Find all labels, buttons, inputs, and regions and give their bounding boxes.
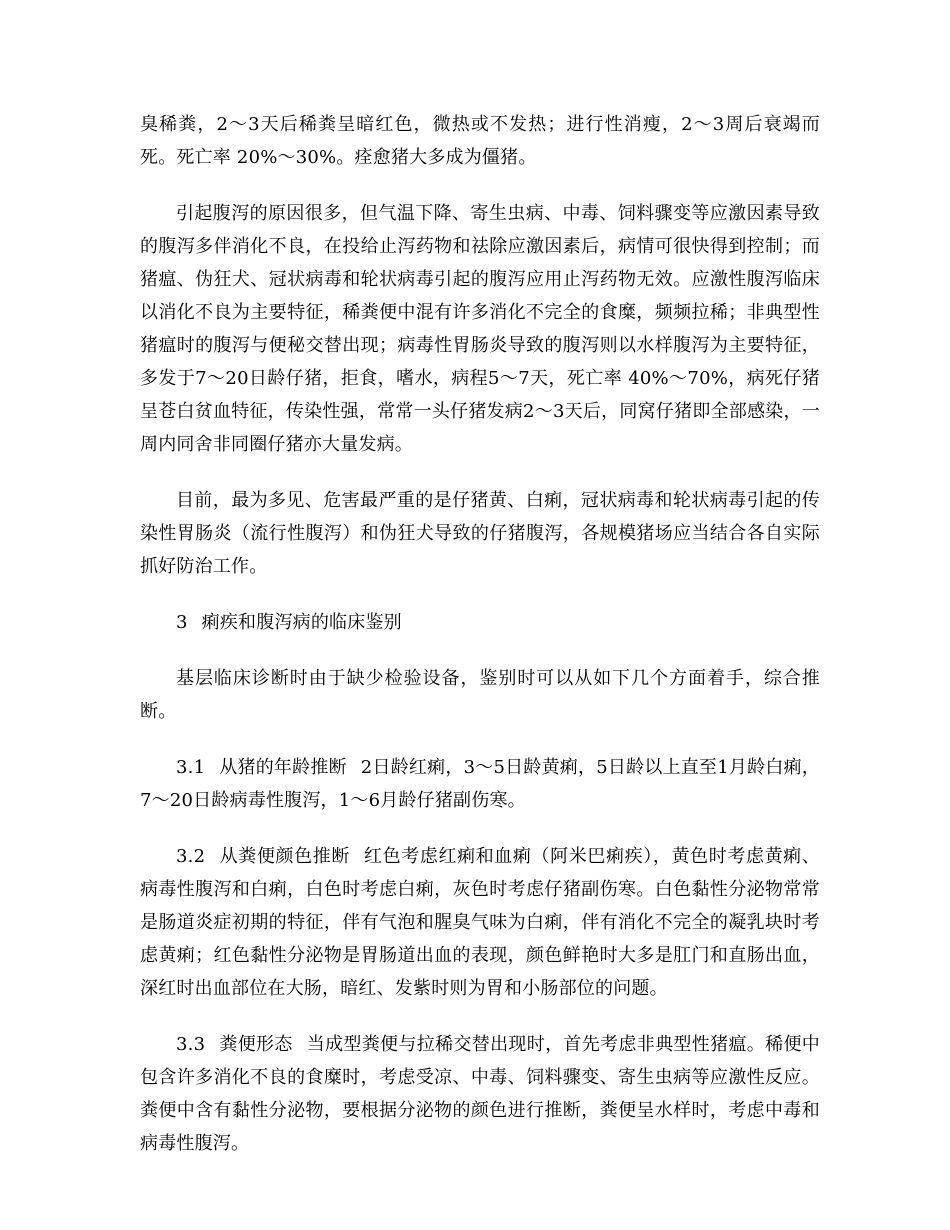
section-heading [140, 606, 820, 639]
subsection-heading: 从猪的年龄推断 [219, 757, 347, 778]
subsection-shape [140, 1028, 820, 1160]
subsection-text: 当成型粪便与拉稀交替出现时，首先考虑非典型性猪瘟。稀便中包含许多消化不良的食糜时，考虑受凉、中毒、饲料骤变、寄生虫病等应激性反应。粪便中含有黏性分泌物，要根据分泌物的颜色进行推断，粪便呈水样时，考虑中毒和病毒性腹泻。 [140, 1034, 820, 1154]
paragraph-gap [140, 583, 820, 606]
subsection-age [140, 751, 820, 817]
subsection-number: 3.1 [176, 757, 206, 778]
subsection-number: 3.2 [176, 846, 206, 867]
subsection-number: 3.3 [176, 1034, 206, 1055]
subsection-color [140, 840, 820, 1005]
paragraph-diarrhea-causes: 引起腹泻的原因很多，但气温下降、寄生虫病、中毒、饲料骤变等应激因素导致的腹泻多伴消化不良，在投给止泻药物和祛除应激因素后，病情可很快得到控制；而猪瘟、伪狂犬、冠状病毒和轮状病毒引起的腹泻应用止泻药物无效。应激性腹泻临床以消化不良为主要特征，稀粪便中混有许多消化不完全的食糜，频频拉稀；非典型性猪瘟时的腹泻与便秘交替出现；病毒性胃肠炎导致的腹泻则以水样腹泻为主要特征，多发于7～20日龄仔猪，拒食，嗜水，病程5～7天，死亡率 40%～70%，病死仔猪呈苍白贫血特征，传染性强，常常一头仔猪发病2～3天后，同窝仔猪即全部感染，一周内同舍非同圈仔猪亦大量发病。 [140, 203, 820, 455]
section-number: 3 [176, 612, 188, 633]
paragraph-current-situation: 目前，最为多见、危害最严重的是仔猪黄、白痢，冠状病毒和轮状病毒引起的传染性胃肠炎（流行性腹泻）和伪狂犬导致的仔猪腹泻，各规模猪场应当结合各自实际抓好防治工作。 [140, 490, 820, 577]
paragraph-gap [140, 1005, 820, 1028]
document-page [140, 108, 820, 1160]
subsection-heading: 粪便形态 [219, 1034, 293, 1055]
paragraph-gap [140, 174, 820, 197]
paragraph-gap [140, 728, 820, 751]
section-title: 痢疾和腹泻病的临床鉴别 [201, 612, 402, 633]
paragraph-continuation: 臭稀粪，2～3天后稀粪呈暗红色，微热或不发热；进行性消瘦，2～3周后衰竭而死。死亡率 20%～30%。痊愈猪大多成为僵猪。 [140, 114, 820, 168]
paragraph-diagnosis-intro: 基层临床诊断时由于缺少检验设备，鉴别时可以从如下几个方面着手，综合推断。 [140, 668, 820, 722]
subsection-text: 红色考虑红痢和血痢（阿米巴痢疾），黄色时考虑黄痢、病毒性腹泻和白痢，白色时考虑白痢，灰色时考虑仔猪副伤寒。白色黏性分泌物常常是肠道炎症初期的特征，伴有气泡和腥臭气味为白痢，伴有消化不完全的凝乳块时考虑黄痢；红色黏性分泌物是胃肠道出血的表现，颜色鲜艳时大多是肛门和直肠出血，深红时出血部位在大肠，暗红、发紫时则为胃和小肠部位的问题。 [140, 846, 821, 999]
paragraph-gap [140, 817, 820, 840]
paragraph-gap [140, 639, 820, 662]
subsection-text: 2日龄红痢，3～5日龄黄痢，5日龄以上直至1月龄白痢，7～20日龄病毒性腹泻，1～6月龄仔猪副伤寒。 [140, 757, 820, 811]
paragraph-gap [140, 461, 820, 484]
subsection-heading: 从粪便颜色推断 [219, 846, 350, 867]
